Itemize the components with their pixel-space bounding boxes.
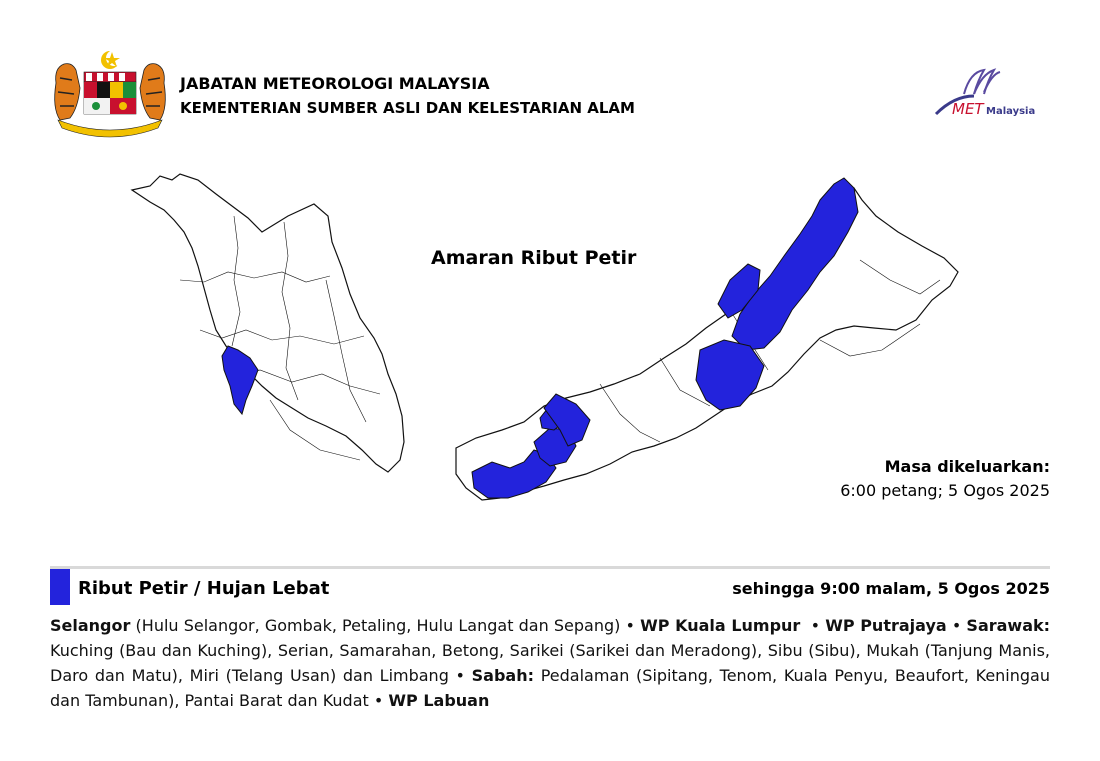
peninsular-malaysia [132,174,404,472]
ministry-name: KEMENTERIAN SUMBER ASLI DAN KELESTARIAN ALAM [180,99,635,117]
met-malaysia-logo [934,66,1050,122]
affected-areas: Selangor (Hulu Selangor, Gombak, Petaling, Hulu Langat dan Sepang) • WP Kuala Lumpur • WP Putrajaya • Sarawak: Kuching (Bau dan Kuching), Serian, Samarahan, Betong, Sarikei (Sarikei dan Meradong), Sibu (Sibu), Mukah (Tanjung Manis, Daro dan Matu), Miri (Telang Usan) dan Limbang • Sabah: Pedalaman (Sipitang, Tenom, Kuala Penyu, Beaufort, Keningau dan Tambunan), Pantai Barat dan Kudat • WP Labuan [50,616,1051,710]
issued-value: 6:00 petang; 5 Ogos 2025 [840,481,1050,500]
issued-label: Masa dikeluarkan: [884,457,1050,476]
area-state: Selangor [50,616,131,635]
coat-of-arms-icon [50,48,170,138]
section-divider [50,566,1050,569]
area-detail: Pedalaman (Sipitang, Tenom, Kuala Penyu, Beaufort, Keningau dan Tambunan), Pantai Barat dan Kudat [50,666,1050,710]
map-title: Amaran Ribut Petir [431,247,637,269]
svg-text:Malaysia: Malaysia [986,106,1036,117]
warning-color-bar [50,569,70,605]
warning-valid-until: sehingga 9:00 malam, 5 Ogos 2025 [732,579,1050,598]
area-state: Sabah: [471,666,535,685]
borneo-malaysia [456,178,958,500]
agency-name: JABATAN METEOROLOGI MALAYSIA [180,74,490,93]
svg-text:MET: MET [952,100,984,118]
agency-header [180,72,635,120]
area-state: WP Labuan [388,691,490,710]
area-detail: Kuching (Bau dan Kuching), Serian, Samarahan, Betong, Sarikei (Sarikei dan Meradong), Sibu (Sibu), Mukah (Tanjung Manis, Daro dan Matu), Miri (Telang Usan) dan Limbang [50,641,1050,685]
area-state: Sarawak: [966,616,1051,635]
area-state: WP Kuala Lumpur [640,616,801,635]
area-state: WP Putrajaya [825,616,947,635]
warning-type: Ribut Petir / Hujan Lebat [78,578,330,599]
issued-time [840,455,1050,503]
area-detail: (Hulu Selangor, Gombak, Petaling, Hulu Langat dan Sepang) [135,616,621,635]
